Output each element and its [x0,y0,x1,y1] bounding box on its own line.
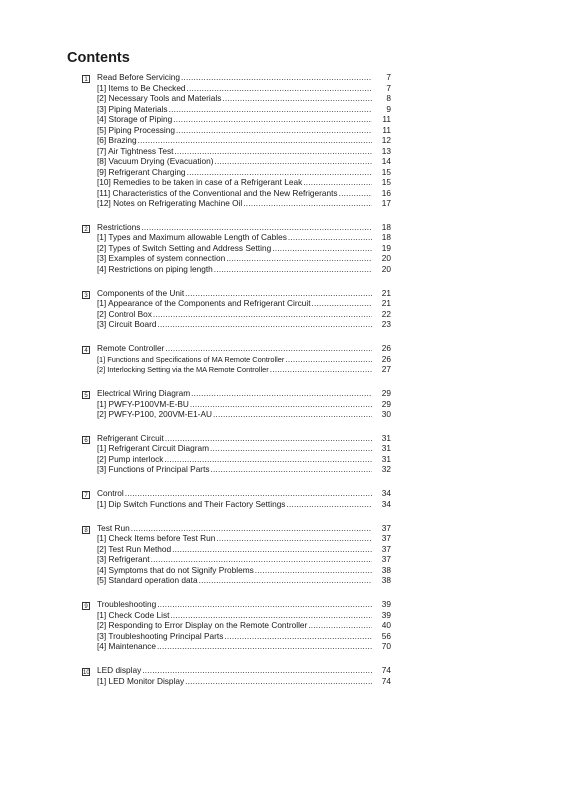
toc-subsection-entry[interactable] [82,188,391,199]
chapter-number-box: 4 [82,346,90,354]
toc-chapter-entry[interactable] [82,222,391,233]
page-number: 40 [381,620,391,631]
page-number: 74 [381,675,391,686]
subsection-title: [2] PWFY-P100, 200VM-E1-AU [97,409,212,420]
toc-subsection-entry[interactable] [82,364,391,375]
toc-chapter-entry[interactable] [82,288,391,299]
subsection-title: [5] Piping Processing [97,124,175,135]
toc-subsection-entry[interactable] [82,533,391,544]
dot-leader [216,533,372,544]
toc-subsection-entry[interactable] [82,167,391,178]
subsection-title: [1] Check Code List [97,609,170,620]
subsection-title: [6] Brazing [97,135,137,145]
chapter-title: Remote Controller [97,343,165,354]
dot-leader [308,620,372,631]
chapter-number-box: 8 [82,526,90,534]
dot-leader [286,499,372,510]
subsection-title: [2] Control Box [97,308,152,319]
page-number: 31 [381,443,391,454]
subsection-title: [4] Restrictions on piping length [97,263,213,274]
page-number: 32 [381,464,391,475]
toc-subsection-entry[interactable] [82,554,391,565]
chapter-number-box: 1 [82,75,90,83]
dot-leader [142,665,372,676]
page-number: 14 [381,156,391,166]
toc-subsection-entry[interactable] [82,104,391,115]
subsection-title: [8] Vacuum Drying (Evacuation) [97,156,214,166]
chapter-title: Troubleshooting [97,599,157,610]
page-number: 20 [381,263,391,274]
page-number: 15 [381,177,391,187]
page-number: 26 [381,353,391,364]
page-number: 23 [381,319,391,330]
dot-leader [339,188,372,199]
toc-subsection-entry[interactable] [82,443,391,454]
page-number: 12 [381,135,391,145]
toc-chapter-entry[interactable] [82,665,391,676]
toc-section [82,599,391,652]
page-number: 31 [381,453,391,464]
toc-chapter-entry[interactable] [82,388,391,399]
page-number: 13 [381,145,391,156]
toc-subsection-entry[interactable] [82,620,391,631]
dot-leader [172,544,372,555]
toc-chapter-entry[interactable] [82,488,391,499]
dot-leader [191,388,372,399]
page-number: 21 [381,298,391,309]
toc-subsection-entry[interactable] [82,544,391,555]
dot-leader [131,523,372,534]
dot-leader [199,575,372,586]
subsection-title: [3] Functions of Principal Parts [97,464,210,475]
page-number: 20 [381,253,391,264]
toc-section [82,665,391,686]
toc-subsection-entry[interactable] [82,565,391,576]
subsection-title: [12] Notes on Refrigerating Machine Oil [97,198,243,208]
page-number: 39 [381,599,391,610]
page-number: 38 [381,564,391,575]
page-number: 34 [381,488,391,499]
subsection-title: [2] Pump interlock [97,453,164,464]
toc-subsection-entry[interactable] [82,409,391,420]
toc-subsection-entry[interactable] [82,93,391,104]
page-number: 74 [381,665,391,676]
subsection-title: [2] Types of Switch Setting and Address Setting [97,242,272,253]
page-number: 29 [381,398,391,409]
dot-leader [153,309,372,320]
page-number: 7 [386,82,391,93]
subsection-title: [2] Test Run Method [97,543,172,554]
dot-leader [312,298,372,309]
subsection-title: [2] Responding to Error Display on the Remote Controller [97,620,308,631]
page-title: Contents [67,50,130,66]
toc-subsection-entry[interactable] [82,399,391,410]
page-number: 9 [386,103,391,114]
chapter-number-box: 3 [82,291,90,299]
page-number: 37 [381,554,391,565]
toc-subsection-entry[interactable] [82,610,391,621]
toc-subsection-entry[interactable] [82,125,391,136]
toc-subsection-entry[interactable] [82,631,391,642]
chapter-number-box: 2 [82,225,90,233]
dot-leader [141,222,372,233]
chapter-title: Test Run [97,522,130,533]
toc-subsection-entry[interactable] [82,676,391,687]
dot-leader [151,554,372,565]
dot-leader [255,565,372,576]
dot-leader [173,114,372,125]
subsection-title: [7] Air Tightness Test [97,145,174,156]
subsection-title: [5] Standard operation data [97,575,198,586]
dot-leader [187,167,372,178]
subsection-title: [4] Symptoms that do not Signify Problems [97,564,254,575]
toc-section [82,433,391,475]
toc-chapter-entry[interactable] [82,523,391,534]
toc-section [82,523,391,586]
dot-leader [125,488,372,499]
subsection-title: [3] Refrigerant [97,554,150,565]
toc-subsection-entry[interactable] [82,454,391,465]
dot-leader [226,253,372,264]
page-number: 30 [381,409,391,420]
subsection-title: [4] Maintenance [97,641,157,652]
toc-subsection-entry[interactable] [82,575,391,586]
page-number: 17 [381,198,391,208]
toc-subsection-entry[interactable] [82,499,391,510]
toc-subsection-entry[interactable] [82,135,391,146]
page-number: 15 [381,166,391,177]
chapter-number-box: 10 [83,670,90,677]
page-number: 26 [381,343,391,354]
chapter-title: Components of the Unit [97,287,185,298]
toc-subsection-entry[interactable] [82,114,391,125]
dot-leader [138,135,372,146]
dot-leader [224,631,372,642]
toc-subsection-entry[interactable] [82,156,391,167]
table-of-contents [82,72,391,699]
dot-leader [176,125,372,136]
dot-leader [270,364,372,375]
page-number: 70 [381,641,391,652]
dot-leader [303,177,372,188]
page-number: 31 [381,432,391,443]
dot-leader [211,464,372,475]
toc-section [82,288,391,330]
page-number: 7 [386,72,391,82]
toc-section [82,388,391,420]
toc-subsection-entry[interactable] [82,253,391,264]
subsection-title: [2] Necessary Tools and Materials [97,93,222,103]
page-number: 19 [381,242,391,253]
subsection-title: [1] LED Monitor Display [97,675,185,686]
page-number: 27 [381,364,391,375]
subsection-title: [1] Items to Be Checked [97,82,186,93]
page-number: 21 [381,287,391,298]
dot-leader [157,641,372,652]
toc-section [82,343,391,375]
chapter-title: Refrigerant Circuit [97,432,164,443]
page-number: 37 [381,533,391,544]
chapter-title: Read Before Servicing [97,72,181,82]
dot-leader [181,72,372,83]
toc-subsection-entry[interactable] [82,464,391,475]
page-number: 37 [381,543,391,554]
dot-leader [157,599,372,610]
dot-leader [157,319,372,330]
subsection-title: [1] PWFY-P100VM-E-BU [97,398,189,409]
page-number: 18 [381,221,391,232]
chapter-title: Restrictions [97,221,141,232]
chapter-number-box: 5 [82,391,90,399]
toc-section [82,222,391,275]
dot-leader [165,433,372,444]
dot-leader [169,104,372,115]
toc-subsection-entry[interactable] [82,83,391,94]
subsection-title: [3] Troubleshooting Principal Parts [97,630,224,641]
subsection-title: [4] Storage of Piping [97,114,173,124]
dot-leader [285,354,372,365]
chapter-title: LED display [97,665,142,676]
subsection-title: [1] Dip Switch Functions and Their Factory Settings [97,498,286,509]
subsection-title: [11] Characteristics of the Conventional and the New Refrigerants [97,187,338,198]
toc-chapter-entry[interactable] [82,433,391,444]
dot-leader [288,232,372,243]
page-number: 22 [381,308,391,319]
subsection-title: [3] Piping Materials [97,103,168,114]
chapter-number-box: 9 [82,602,90,610]
dot-leader [215,156,372,167]
chapter-number-box: 6 [82,436,90,444]
page-number: 37 [381,522,391,533]
toc-subsection-entry[interactable] [82,641,391,652]
subsection-title: [9] Refrigerant Charging [97,166,186,177]
dot-leader [165,343,372,354]
toc-subsection-entry[interactable] [82,298,391,309]
page-number: 38 [381,575,391,586]
dot-leader [187,83,372,94]
toc-subsection-entry[interactable] [82,319,391,330]
dot-leader [174,146,372,157]
page-number: 29 [381,388,391,399]
subsection-title: [3] Circuit Board [97,319,157,330]
dot-leader [222,93,372,104]
subsection-title: [1] Check Items before Test Run [97,533,216,544]
dot-leader [243,198,372,209]
toc-chapter-entry[interactable] [82,72,391,83]
page-number: 16 [381,187,391,198]
dot-leader [272,243,372,254]
subsection-title: [1] Functions and Specifications of MA Remote Controller [97,354,285,364]
page-number: 56 [381,630,391,641]
dot-leader [185,676,372,687]
page-number: 11 [382,114,391,124]
toc-subsection-entry[interactable] [82,146,391,157]
toc-section [82,488,391,509]
subsection-title: [10] Remedies to be taken in case of a Refrigerant Leak [97,177,303,187]
dot-leader [213,409,372,420]
dot-leader [190,399,372,410]
page-number: 34 [381,498,391,509]
subsection-title: [1] Appearance of the Components and Refrigerant Circuit [97,298,311,309]
chapter-number-box: 7 [82,491,90,499]
page-number: 11 [382,124,391,135]
toc-subsection-entry[interactable] [82,264,391,275]
chapter-title: Control [97,488,124,499]
subsection-title: [1] Types and Maximum allowable Length of Cables [97,232,287,243]
dot-leader [185,288,372,299]
toc-subsection-entry[interactable] [82,354,391,365]
dot-leader [164,454,372,465]
subsection-title: [2] Interlocking Setting via the MA Remote Controller [97,365,269,375]
page-number: 18 [381,232,391,243]
dot-leader [170,610,372,621]
toc-subsection-entry[interactable] [82,232,391,243]
toc-subsection-entry[interactable] [82,243,391,254]
subsection-title: [1] Refrigerant Circuit Diagram [97,443,210,454]
toc-subsection-entry[interactable] [82,309,391,320]
page-number: 39 [381,609,391,620]
toc-section [82,72,391,209]
toc-chapter-entry[interactable] [82,343,391,354]
chapter-title: Electrical Wiring Diagram [97,388,191,399]
toc-subsection-entry[interactable] [82,177,391,188]
dot-leader [214,264,372,275]
toc-chapter-entry[interactable] [82,599,391,610]
page-number: 8 [386,93,391,103]
subsection-title: [3] Examples of system connection [97,253,226,264]
dot-leader [210,443,372,454]
toc-subsection-entry[interactable] [82,198,391,209]
